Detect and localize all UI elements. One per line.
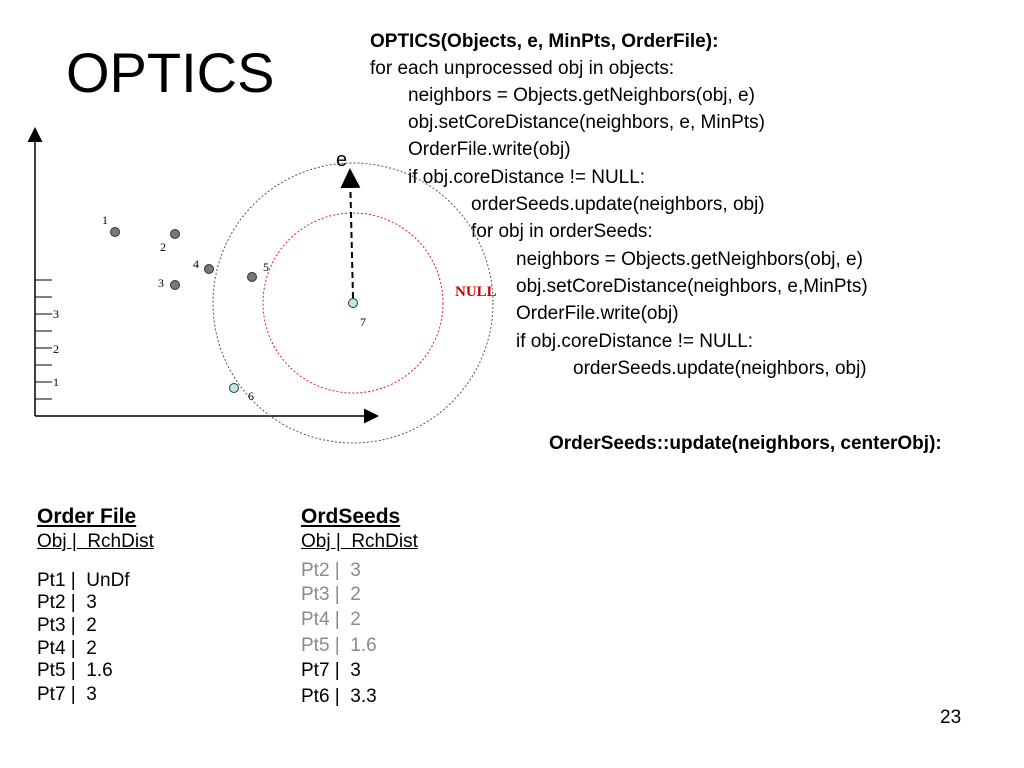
row-obj: Pt3 | [301,584,340,605]
row-obj: Pt1 | [37,570,76,591]
update-signature: OrderSeeds::update(neighbors, centerObj): [549,433,942,454]
row-dist: 1.6 [350,635,377,656]
code-line: for obj in orderSeeds: [471,221,653,242]
code-line: obj.setCoreDistance(neighbors, e,MinPts) [516,276,868,297]
row-obj: Pt2 | [37,592,76,613]
order-file-row [37,615,97,637]
data-point [171,281,180,290]
y-tick-label: 2 [53,342,59,356]
code-line: OrderFile.write(obj) [408,139,571,160]
code-line: if obj.coreDistance != NULL: [516,331,754,352]
code-line: OrderFile.write(obj) [516,303,679,324]
data-point [205,265,214,274]
code-line: orderSeeds.update(neighbors, obj) [573,358,867,379]
point-label: 5 [263,260,269,274]
row-dist: 2 [86,615,97,636]
point-label: 2 [160,240,166,254]
code-line: OPTICS(Objects, e, MinPts, OrderFile): [370,31,719,52]
order-file-row [37,660,113,682]
row-obj: Pt4 | [301,609,340,630]
order-file-row [37,684,97,706]
data-point [171,230,180,239]
row-obj: Pt5 | [301,635,340,656]
epsilon-label: e [336,149,348,171]
row-obj: Pt7 | [37,684,76,705]
code-line: if obj.coreDistance != NULL: [408,167,646,188]
point-label: 7 [360,315,366,329]
row-dist: 3 [350,560,361,581]
ord-seeds-row-processed [301,635,377,657]
row-obj: Pt3 | [37,615,76,636]
row-obj: Pt2 | [301,560,340,581]
data-point [248,273,257,282]
data-point-highlighted [230,384,239,393]
page-number: 23 [940,707,962,728]
ord-seeds-row-processed [301,609,361,631]
data-point [111,228,120,237]
point-label: 3 [158,276,164,290]
center-point [349,299,358,308]
order-file-header: Obj | RchDist [37,531,154,552]
order-file-row [37,592,97,614]
ord-seeds-row-processed [301,584,361,606]
slide-title: OPTICS [66,41,275,104]
ord-seeds-header: Obj | RchDist [301,531,418,552]
epsilon-radius-arrow [350,172,353,298]
row-dist: 3.3 [350,686,377,707]
row-dist: 3 [350,660,361,681]
point-label: 6 [248,389,254,403]
ord-seeds-row [301,660,361,682]
point-label: 1 [102,213,108,227]
row-obj: Pt5 | [37,660,76,681]
row-obj: Pt4 | [37,638,76,659]
code-line: neighbors = Objects.getNeighbors(obj, e) [408,85,755,106]
row-dist: 2 [350,584,361,605]
row-dist: UnDf [86,570,130,591]
row-dist: 2 [350,609,361,630]
code-line: orderSeeds.update(neighbors, obj) [471,194,765,215]
ord-seeds-row [301,686,377,708]
code-line: for each unprocessed obj in objects: [370,58,675,79]
row-obj: Pt6 | [301,686,340,707]
order-file-row [37,638,97,660]
order-file-row [37,570,130,592]
order-file-title: Order File [37,505,137,528]
ord-seeds-row-processed [301,560,361,582]
ord-seeds-title: OrdSeeds [301,505,401,528]
null-label: NULL [455,284,497,300]
y-tick-label: 3 [53,307,59,321]
code-line: neighbors = Objects.getNeighbors(obj, e) [516,249,863,270]
code-line: obj.setCoreDistance(neighbors, e, MinPts) [408,112,765,133]
y-tick-label: 1 [53,375,59,389]
row-obj: Pt7 | [301,660,340,681]
point-label: 4 [193,257,199,271]
row-dist: 2 [86,638,97,659]
row-dist: 1.6 [86,660,113,681]
row-dist: 3 [86,592,97,613]
axis-ticks [35,280,52,399]
row-dist: 3 [86,684,97,705]
